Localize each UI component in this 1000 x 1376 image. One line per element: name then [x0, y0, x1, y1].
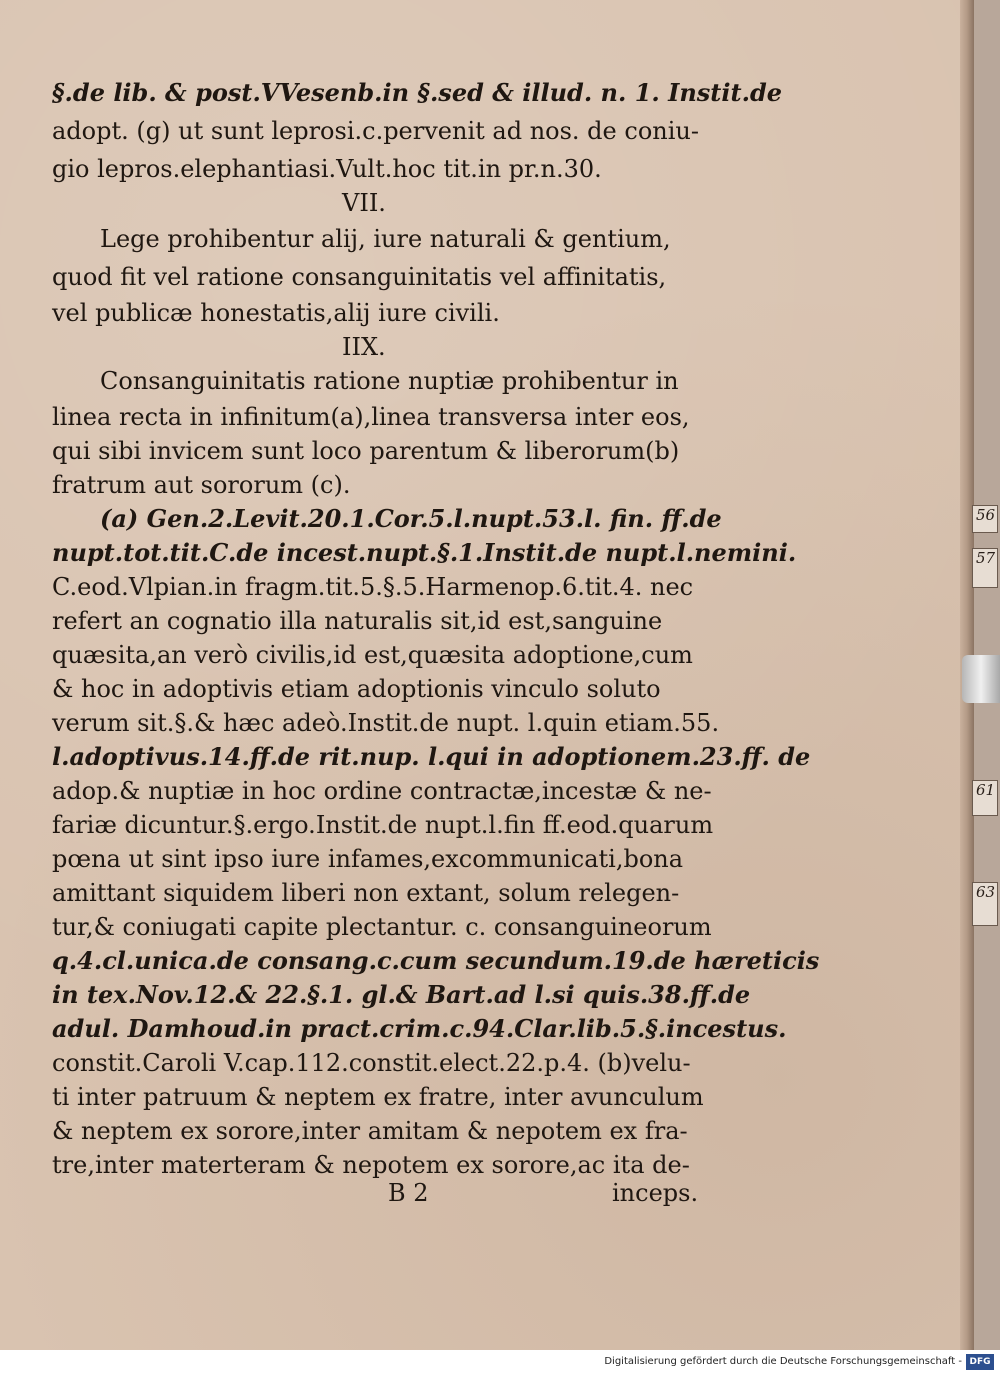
side-tab-61: 61 — [972, 780, 998, 816]
text-line-13: C.eod.Vlpian.in fragm.tit.5.§.5.Harmenop.6.tit.4. nec — [52, 573, 694, 601]
side-tab-57: 57 — [972, 548, 998, 588]
metal-clip — [962, 655, 1000, 703]
text-line-11: (a) Gen.2.Levit.20.1.Cor.5.l.nupt.53.l. fin. ff.de — [100, 504, 722, 533]
side-tab-63: 63 — [972, 882, 998, 926]
section-heading-vii: VII. — [342, 189, 386, 217]
text-line-19: adop.& nuptiæ in hoc ordine contractæ,incestæ & ne- — [52, 777, 712, 805]
dfg-logo: DFG — [966, 1354, 994, 1370]
text-line-30: tre,inter materteram & nepotem ex sorore,ac ita de- — [52, 1151, 690, 1179]
text-line-15: quæsita,an verò civilis,id est,quæsita adoptione,cum — [52, 641, 693, 669]
side-tab-56: 56 — [972, 505, 998, 533]
text-line-4: Lege prohibentur alij, iure naturali & gentium, — [100, 225, 671, 253]
text-line-14: refert an cognatio illa naturalis sit,id est,sanguine — [52, 607, 663, 635]
text-line-3: gio lepros.elephantiasi.Vult.hoc tit.in pr.n.30. — [52, 155, 602, 183]
text-line-23: tur,& coniugati capite plectantur. c. consanguineorum — [52, 913, 712, 941]
text-line-21: pœna ut sint ipso iure infames,excommunicati,bona — [52, 845, 684, 873]
text-line-8: linea recta in infinitum(a),linea transversa inter eos, — [52, 403, 690, 431]
text-line-27: constit.Caroli V.cap.112.constit.elect.22.p.4. (b)velu- — [52, 1049, 691, 1077]
text-line-6: vel publicæ honestatis,alij iure civili. — [52, 299, 500, 327]
text-line-20: fariæ dicuntur.§.ergo.Instit.de nupt.l.fin ff.eod.quarum — [52, 811, 714, 839]
section-heading-iix: IIX. — [342, 333, 386, 361]
funding-notice: Digitalisierung gefördert durch die Deutsche Forschungsgemeinschaft - — [604, 1356, 962, 1367]
catchword: inceps. — [612, 1179, 699, 1207]
text-line-7: Consanguinitatis ratione nuptiæ prohibentur in — [100, 367, 679, 395]
text-line-9: qui sibi invicem sunt loco parentum & liberorum(b) — [52, 437, 680, 465]
text-line-22: amittant siquidem liberi non extant, solum relegen- — [52, 879, 680, 907]
text-line-17: verum sit.§.& hæc adeò.Instit.de nupt. l.quin etiam.55. — [52, 709, 720, 737]
text-line-10: fratrum aut sororum (c). — [52, 471, 351, 499]
signature-mark: B 2 — [388, 1179, 429, 1207]
text-line-5: quod fit vel ratione consanguinitatis vel affinitatis, — [52, 263, 667, 291]
text-line-2: adopt. (g) ut sunt leprosi.c.pervenit ad nos. de coniu- — [52, 117, 699, 145]
footer-bar — [0, 1350, 1000, 1376]
text-line-24: q.4.cl.unica.de consang.c.cum secundum.19.de hæreticis — [52, 946, 820, 975]
text-line-25: in tex.Nov.12.& 22.§.1. gl.& Bart.ad l.si quis.38.ff.de — [52, 980, 751, 1009]
text-line-18: l.adoptivus.14.ff.de rit.nup. l.qui in adoptionem.23.ff. de — [52, 742, 811, 771]
text-line-28: ti inter patruum & neptem ex fratre, inter avunculum — [52, 1083, 704, 1111]
text-line-1: §.de lib. & post.VVesenb.in §.sed & illud. n. 1. Instit.de — [52, 78, 782, 107]
text-line-16: & hoc in adoptivis etiam adoptionis vinculo soluto — [52, 675, 661, 703]
text-line-26: adul. Damhoud.in pract.crim.c.94.Clar.lib.5.§.incestus. — [52, 1014, 787, 1043]
text-line-12: nupt.tot.tit.C.de incest.nupt.§.1.Instit.de nupt.l.nemini. — [52, 538, 797, 567]
text-line-29: & neptem ex sorore,inter amitam & nepotem ex fra- — [52, 1117, 688, 1145]
